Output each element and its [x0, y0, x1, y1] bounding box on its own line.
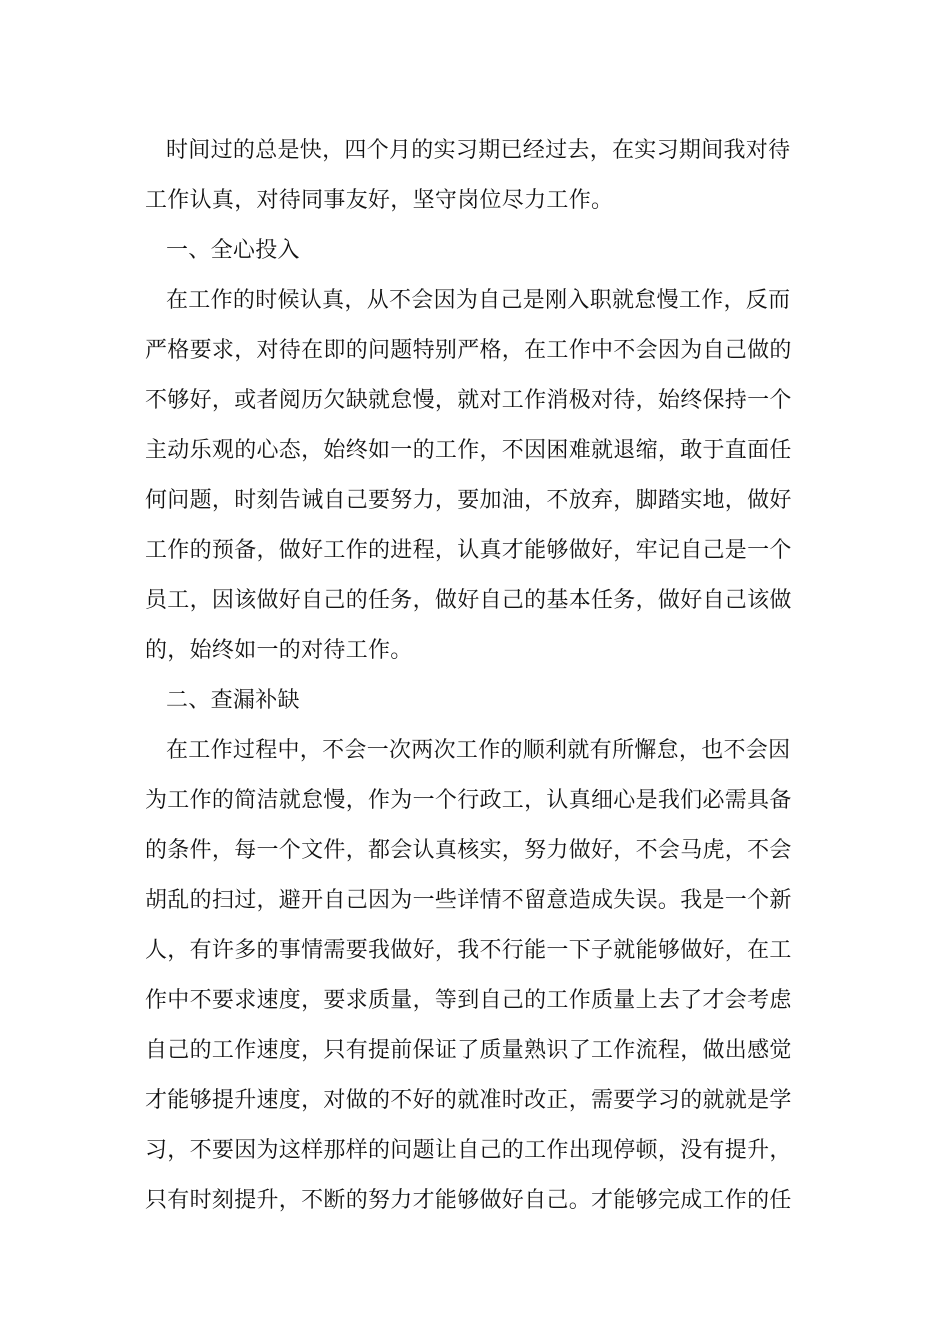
paragraph-2-line-4: 主动乐观的心态，始终如一的工作，不因困难就退缩，敢于直面任: [145, 438, 792, 463]
paragraph-2-line-8: 的，始终如一的对待工作。: [145, 638, 413, 663]
paragraph-1-line-2: 工作认真，对待同事友好，坚守岗位尽力工作。: [145, 188, 614, 213]
paragraph-3-line-9: 习，不要因为这样那样的问题让自己的工作出现停顿，没有提升，: [145, 1138, 792, 1163]
paragraph-3-line-4: 胡乱的扫过，避开自己因为一些详情不留意造成失误。我是一个新: [145, 888, 792, 913]
paragraph-3-line-7: 自己的工作速度，只有提前保证了质量熟识了工作流程，做出感觉: [145, 1038, 792, 1063]
paragraph-3-line-2: 为工作的简洁就怠慢，作为一个行政工，认真细心是我们必需具备: [145, 788, 792, 813]
paragraph-2-line-3: 不够好，或者阅历欠缺就怠慢，就对工作消极对待，始终保持一个: [145, 388, 792, 413]
paragraph-3-line-5: 人，有许多的事情需要我做好，我不行能一下子就能够做好，在工: [145, 938, 792, 963]
paragraph-3-line-6: 作中不要求速度，要求质量，等到自己的工作质量上去了才会考虑: [145, 988, 792, 1013]
paragraph-2-line-2: 严格要求，对待在即的问题特别严格，在工作中不会因为自己做的: [145, 338, 792, 363]
paragraph-2-line-1: 在工作的时候认真，从不会因为自己是刚入职就怠慢工作，反而: [166, 288, 791, 313]
paragraph-1-line-1: 时间过的总是快，四个月的实习期已经过去，在实习期间我对待: [166, 138, 791, 163]
paragraph-3-line-3: 的条件，每一个文件，都会认真核实，努力做好，不会马虎，不会: [145, 838, 792, 863]
paragraph-3-line-10: 只有时刻提升，不断的努力才能够做好自己。才能够完成工作的任: [145, 1188, 792, 1213]
paragraph-2-line-6: 工作的预备，做好工作的进程，认真才能够做好，牢记自己是一个: [145, 538, 792, 563]
section-heading-1: 一、全心投入: [166, 238, 300, 263]
section-heading-2: 二、查漏补缺: [166, 688, 300, 713]
paragraph-2-line-7: 员工，因该做好自己的任务，做好自己的基本任务，做好自己该做: [145, 588, 792, 613]
paragraph-3-line-8: 才能够提升速度，对做的不好的就准时改正，需要学习的就就是学: [145, 1088, 792, 1113]
paragraph-3-line-1: 在工作过程中，不会一次两次工作的顺利就有所懈怠，也不会因: [166, 738, 791, 763]
paragraph-2-line-5: 何问题，时刻告诫自己要努力，要加油，不放弃，脚踏实地，做好: [145, 488, 792, 513]
